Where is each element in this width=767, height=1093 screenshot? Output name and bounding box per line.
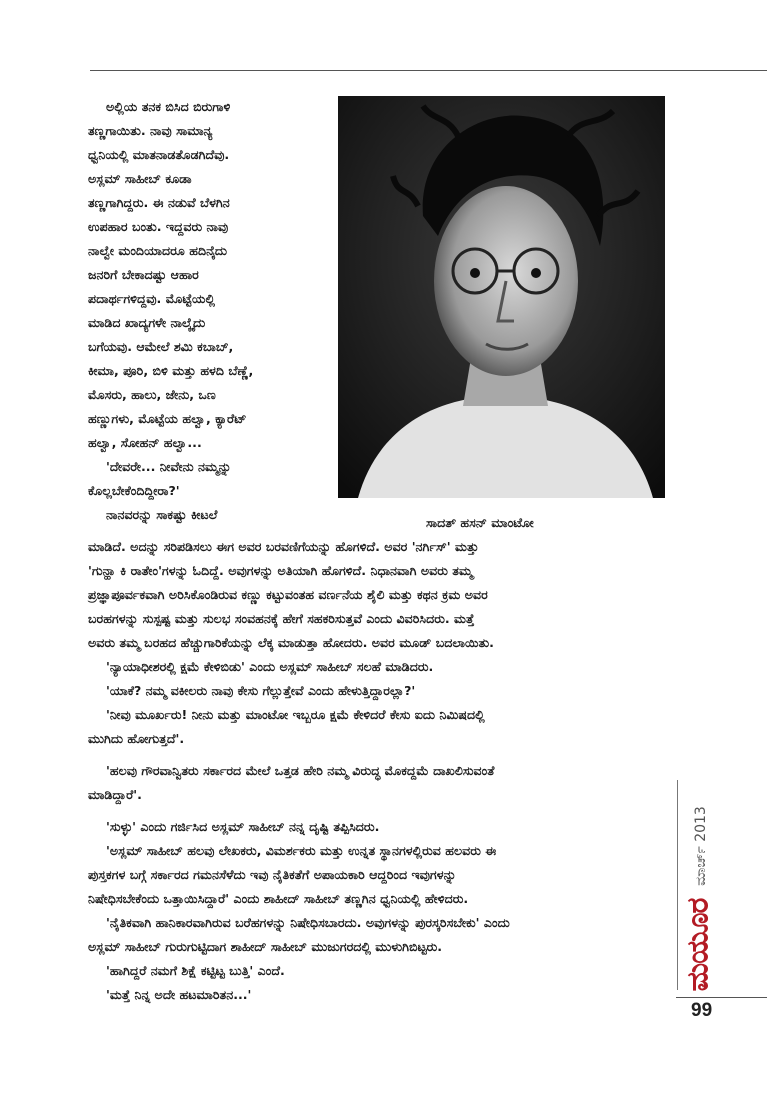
header-rule [90,70,767,71]
footer-rule [676,997,767,998]
paragraph-line: ಕೀಮಾ, ಪೂರಿ, ಬಿಳಿ ಮತ್ತು ಹಳದಿ ಬೆಣ್ಣೆ, [88,363,254,378]
paragraph-line: ಮುಗಿದು ಹೋಗುತ್ತದೆ'. [88,731,185,746]
paragraph-line: ಪದಾರ್ಥಗಳಿದ್ದವು. ಮೊಟ್ಟೆಯಲ್ಲಿ [88,291,215,306]
paragraph-line: ಪುಸ್ತಕಗಳ ಬಗ್ಗೆ ಸರ್ಕಾರದ ಗಮನಸೆಳೆದು ಇವು ನೈತಿಕತೆಗೆ ಅಪಾಯಕಾರಿ ಆದ್ದರಿಂದ ಇವುಗಳನ್ನು [88,867,457,882]
paragraph-line: ಹಣ್ಣುಗಳು, ಮೊಟ್ಟೆಯ ಹಲ್ವಾ, ಕ್ಯಾರೆಟ್ [88,411,247,426]
paragraph-line: ಮಾಡಿದ ಖಾದ್ಯಗಳೇ ನಾಲ್ಕೈದು [88,315,206,330]
paragraph-line: 'ಹಾಗಿದ್ದರೆ ನಮಗೆ ಶಿಕ್ಷೆ ಕಟ್ಟಿಟ್ಟ ಬುತ್ತಿ' ಎಂದೆ. [106,963,285,978]
full-text-column [88,535,670,1007]
photo-caption: ಸಾದತ್ ಹಸನ್ ಮಾಂಟೋ [426,515,534,530]
paragraph-line: 'ಹಲವು ಗೌರವಾನ್ವಿತರು ಸರ್ಕಾರದ ಮೇಲೆ ಒತ್ತಡ ಹೇರಿ ನಮ್ಮ ವಿರುದ್ಧ ಮೊಕದ್ದಮೆ ದಾಖಲಿಸುವಂತೆ [106,763,495,778]
paragraph-line: 'ಯಾಕೆ? ನಮ್ಮ ವಕೀಲರು ನಾವು ಕೇಸು ಗೆಲ್ಲುತ್ತೇವೆ ಎಂದು ಹೇಳುತ್ತಿದ್ದಾರಲ್ಲಾ?' [106,683,416,698]
paragraph-line: 'ಅಸ್ಲಮ್ ಸಾಹೀಬ್ ಹಲವು ಲೇಖಕರು, ವಿಮರ್ಶಕರು ಮತ್ತು ಉನ್ನತ ಸ್ಥಾನಗಳಲ್ಲಿರುವ ಹಲವರು ಈ [106,843,497,858]
paragraph-line: ಹಲ್ವಾ, ಸೋಹನ್ ಹಲ್ವಾ... [88,435,202,450]
left-text-column [88,95,333,527]
paragraph-line: 'ನ್ಯಾಯಾಧೀಶರಲ್ಲಿ ಕ್ಷಮೆ ಕೇಳಿಬಿಡು' ಎಂದು ಅಸ್ಲಮ್ ಸಾಹೀಬ್ ಸಲಹೆ ಮಾಡಿದರು. [106,659,434,674]
paragraph-line: ಮಾಡಿದ್ದಾರೆ'. [88,787,142,802]
paragraph-line: ಧ್ವನಿಯಲ್ಲಿ ಮಾತನಾಡತೊಡಗಿದೆವು. [88,147,230,162]
paragraph-line: 'ಮತ್ತೆ ನಿನ್ನ ಅದೇ ಹಟಮಾರಿತನ...' [106,987,252,1002]
paragraph-line: ಅಲ್ಲಿಯ ತನಕ ಬಿಸಿದ ಬಿರುಗಾಳಿ [106,99,231,114]
paragraph-line: ಕೊಲ್ಲಬೇಕೆಂದಿದ್ದೀರಾ?' [88,483,180,498]
margin-divider [677,780,678,990]
author-photo [338,96,665,498]
paragraph-line: ತಣ್ಣಗಾಯಿತು. ನಾವು ಸಾಮಾನ್ಯ [88,123,213,138]
paragraph-line: ನಾಲ್ವೇ ಮಂದಿಯಾದರೂ ಹದಿನೈದು [88,243,228,258]
paragraph-line: ಬರಹಗಳನ್ನು ಸುಸ್ಪಷ್ಟ ಮತ್ತು ಸುಲಭ ಸಂವಹನಕ್ಕೆ ಹೇಗೆ ಸಹಕರಿಸುತ್ತವೆ ಎಂದು ವಿವರಿಸಿದರು. ಮತ್ತೆ [88,611,475,626]
page-number: 99 [691,1000,713,1021]
paragraph-line: ಮಾಡಿದೆ. ಅದನ್ನು ಸರಿಪಡಿಸಲು ಈಗ ಅವರ ಬರವಣಿಗೆಯನ್ನು ಹೊಗಳಿದೆ. ಅವರ 'ನರ್ಗಿಸ್' ಮತ್ತು [88,539,479,554]
issue-date: ಮಾರ್ಚ್ 2013 [693,806,709,886]
paragraph-line: ಅಸ್ಲಮ್ ಸಾಹೀಬ್ ಕೂಡಾ [88,171,192,186]
paragraph-line: ತಣ್ಣಗಾಗಿದ್ದರು. ಈ ನಡುವೆ ಬೆಳಗಿನ [88,195,230,210]
paragraph-line: ಬಗೆಯವು. ಆಮೇಲೆ ಶಮಿ ಕಬಾಬ್, [88,339,234,354]
paragraph-line: 'ನೈತಿಕವಾಗಿ ಹಾನಿಕಾರವಾಗಿರುವ ಬರೆಹಗಳನ್ನು ನಿಷೇಧಿಸಬಾರದು. ಅವುಗಳನ್ನು ಪುರಸ್ಕರಿಸಬೇಕು' ಎಂದು [106,915,510,930]
paragraph-line: ಪ್ರಜ್ಞಾಪೂರ್ವಕವಾಗಿ ಅರಿಸಿಕೊಂಡಿರುವ ಕಣ್ಣು ಕಟ್ಟುವಂತಹ ವರ್ಣನೆಯ ಶೈಲಿ ಮತ್ತು ಕಥನ ಕ್ರಮ ಅವರ [88,587,488,602]
paragraph-line: ಜನರಿಗೆ ಬೇಕಾದಷ್ಟು ಆಹಾರ [88,267,199,282]
paragraph-line: 'ಸುಳ್ಳು' ಎಂದು ಗರ್ಜಿಸಿದ ಅಸ್ಲಮ್ ಸಾಹೀಬ್ ನನ್ನ ದೃಷ್ಟಿ ತಪ್ಪಿಸಿದರು. [106,819,380,834]
paragraph-line: ಉಪಹಾರ ಬಂತು. ಇದ್ದವರು ನಾವು [88,219,229,234]
magazine-logo: ಮಯೂರ [680,898,716,992]
paragraph-line: ನಿಷೇಧಿಸಬೇಕೆಂದು ಒತ್ತಾಯಿಸಿದ್ದಾರೆ' ಎಂದು ಶಾಹೀದ್ ಸಾಹೀಬ್ ತಣ್ಣಗಿನ ಧ್ವನಿಯಲ್ಲಿ ಹೇಳಿದರು. [88,891,469,906]
paragraph-line: ನಾನವರನ್ನು ಸಾಕಷ್ಟು ಕೀಟಲೆ [106,507,218,522]
paragraph-line: ಮೊಸರು, ಹಾಲು, ಜೇನು, ಒಣ [88,387,216,402]
paragraph-line: 'ಗುನ್ಹಾ ಕಿ ರಾತೇಂ'ಗಳನ್ನು ಓದಿದ್ದೆ. ಅವುಗಳನ್ನು ಅತಿಯಾಗಿ ಹೊಗಳಿದೆ. ನಿಧಾನವಾಗಿ ಅವರು ತಮ್ಮ [88,563,473,578]
paragraph-line: ಅವರು ತಮ್ಮ ಬರಹದ ಹೆಚ್ಚುಗಾರಿಕೆಯನ್ನು ಲೆಕ್ಕ ಮಾಡುತ್ತಾ ಹೋದರು. ಅವರ ಮೂಡ್ ಬದಲಾಯಿತು. [88,635,494,650]
paragraph-line: ಅಸ್ಲಮ್ ಸಾಹೀಬ್ ಗುರುಗುಟ್ಟಿದಾಗ ಶಾಹೀದ್ ಸಾಹೀಬ್ ಮುಜುಗರದಲ್ಲಿ ಮುಳುಗಿಬಿಟ್ಟರು. [88,939,443,954]
portrait-illustration [338,96,665,498]
paragraph-line: 'ದೇವರೇ... ನೀವೇನು ನಮ್ಮನ್ನು [106,459,232,474]
paragraph-line: 'ನೀವು ಮೂರ್ಖರು! ನೀನು ಮತ್ತು ಮಾಂಟೋ ಇಬ್ಬರೂ ಕ್ಷಮೆ ಕೇಳಿದರೆ ಕೇಸು ಐದು ನಿಮಿಷದಲ್ಲಿ [106,707,485,722]
